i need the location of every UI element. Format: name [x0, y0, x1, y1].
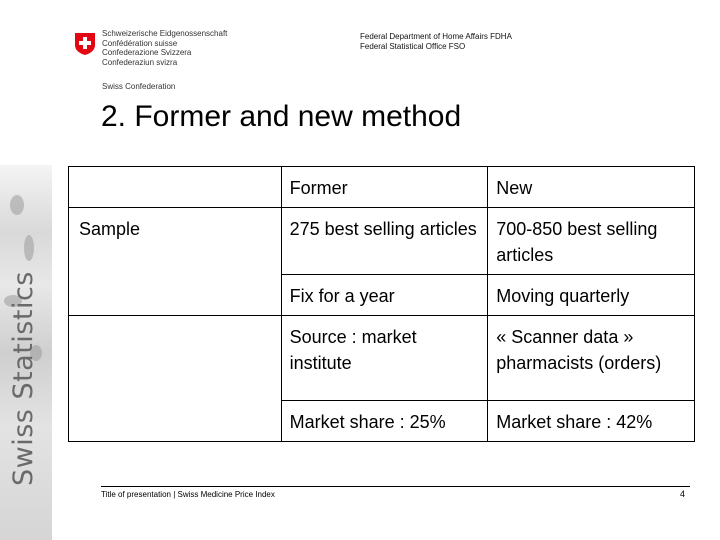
swiss-statistics-brand: Swiss Statistics — [8, 271, 39, 486]
table-row — [69, 275, 695, 316]
office-line: Federal Statistical Office FSO — [360, 42, 466, 51]
table-header-row — [69, 167, 695, 208]
comparison-table — [68, 166, 695, 442]
column-header-new: New — [488, 167, 695, 208]
org-line: Confederazione Svizzera — [102, 48, 192, 57]
organization-names — [102, 29, 227, 67]
former-cell: Source : market institute — [281, 316, 488, 401]
table-row — [69, 400, 695, 441]
org-line: Schweizerische Eidgenossenschaft — [102, 29, 228, 38]
row-label-empty — [69, 316, 282, 401]
new-cell: Moving quarterly — [488, 275, 695, 316]
former-cell: Market share : 25% — [281, 400, 488, 441]
swiss-cross-logo-icon — [74, 32, 96, 56]
row-label-empty — [69, 400, 282, 441]
footer-presentation-title: Title of presentation | Swiss Medicine Price Index — [101, 490, 275, 499]
former-cell: Fix for a year — [281, 275, 488, 316]
department-label — [360, 32, 512, 52]
new-cell: « Scanner data » pharmacists (orders) — [488, 316, 695, 401]
former-cell: 275 best selling articles — [281, 208, 488, 275]
table-corner-cell — [69, 167, 282, 208]
new-cell: Market share : 42% — [488, 400, 695, 441]
table-row — [69, 208, 695, 275]
row-label-sample: Sample — [69, 208, 282, 275]
footer-divider — [101, 486, 690, 487]
new-cell: 700-850 best selling articles — [488, 208, 695, 275]
org-line: Confédération suisse — [102, 38, 178, 48]
page-number: 4 — [680, 489, 686, 499]
swiss-confederation-label: Swiss Confederation — [102, 82, 176, 91]
column-header-former: Former — [281, 167, 488, 208]
org-line: Confederaziun svizra — [102, 57, 178, 67]
table-row — [69, 316, 695, 401]
slide-title: 2. Former and new method — [101, 100, 462, 133]
row-label-empty — [69, 275, 282, 316]
department-line: Federal Department of Home Affairs FDHA — [360, 32, 512, 41]
